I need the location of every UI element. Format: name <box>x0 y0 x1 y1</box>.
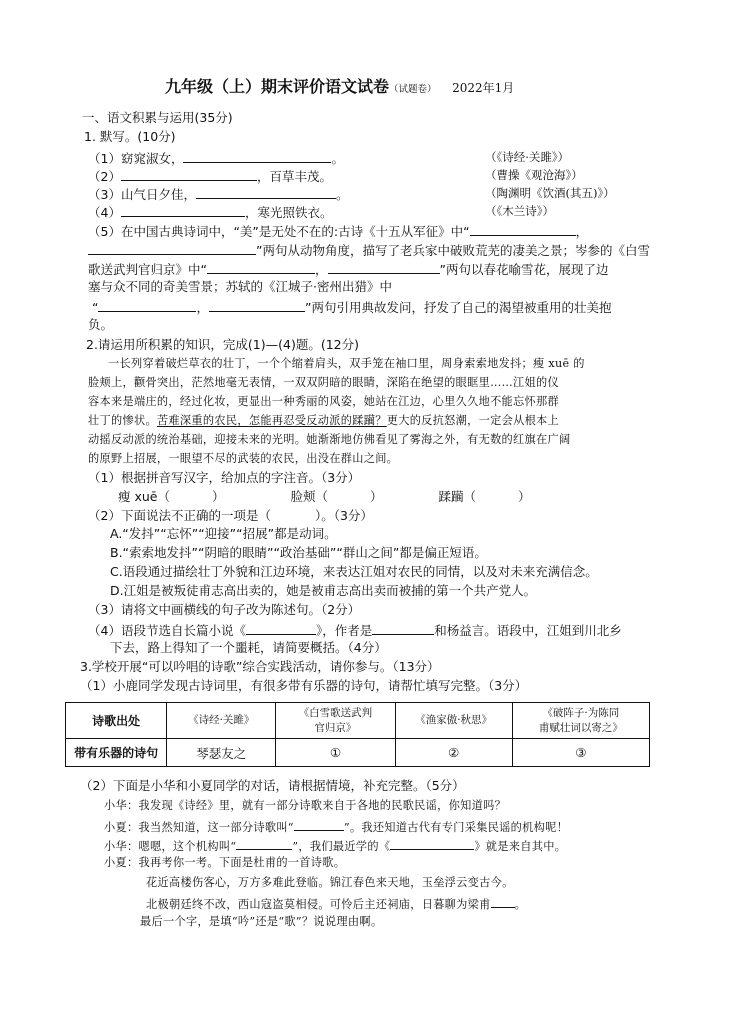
q1-source-4: （《木兰诗》） <box>485 204 554 218</box>
answer-blank[interactable] <box>294 816 344 831</box>
table-row-header: 带有乐器的诗句 <box>66 739 167 767</box>
passage-line-2: 脸颊上，颧骨突出，茫然地毫无表情，一双双阴暗的眼睛，深陷在绝望的眼眶里……江姐的仪 <box>88 376 559 389</box>
answer-blank[interactable] <box>88 240 256 255</box>
table-cell-source: 《白雪歌送武判 官归京》 <box>276 703 395 739</box>
underlined-sentence: 苦难深重的农民 <box>156 414 238 427</box>
answer-blank[interactable] <box>209 297 305 312</box>
passage-line-6: 的原野上招展，一眼望不尽的武装的农民，出没在群山之间。 <box>88 452 399 465</box>
underlined-sentence-2: 怎能再忍受反动派的蹂躏？ <box>248 414 387 427</box>
q1-source-1: （《诗经·关雎》） <box>485 150 570 164</box>
answer-blank[interactable] <box>390 835 474 850</box>
q1-item-5-line-2: ”两句从动物角度，描写了老兵家中破败荒芜的凄美之景；岑参的《白雪 <box>88 240 650 260</box>
q2-option-b: B.“索索地发抖”“阴暗的眼睛”“政治基础”“群山之间”都是偏正短语。 <box>110 545 487 560</box>
answer-blank[interactable] <box>328 259 440 274</box>
answer-blank[interactable] <box>246 620 316 635</box>
q2-sub-2-label: （2）下面说法不正确的一项是（ ）。（3分） <box>88 508 373 523</box>
q2-option-c: C.语段通过描绘壮丁外貌和江边环境，来表达江姐对农民的同情，以及对未来充满信念。 <box>110 564 598 579</box>
q1-item-1: （1）窈窕淑女， 。 <box>88 148 344 168</box>
q2-sub-1-label: （1）根据拼音写汉字，给加点的字注音。（3分） <box>88 470 361 485</box>
poem-line-1: 花近高楼伤客心，万方多难此登临。锦江春色来天地，玉垒浮云变古今。 <box>146 876 514 889</box>
passage-line-3: 容本来是端庄的，经过化妆，更显出一种秀丽的风姿，她站在江边，心里久久地不能忘怀那群 <box>88 395 559 408</box>
answer-blank[interactable] <box>183 148 331 163</box>
q1-item-3: （3）山气日夕佳， 。 <box>88 184 348 204</box>
title-main: 九年级（上）期末评价语文试卷 <box>165 77 390 96</box>
q3-sub-2-label: （2）下面是小华和小夏同学的对话，请根据情境，补充完整。（5分） <box>80 778 465 793</box>
dialogue-line-4: 小夏：我再考你一考。下面是杜甫的一首诗歌。 <box>104 856 346 869</box>
section-heading: 一、语文积累与运用(35分) <box>82 110 233 125</box>
passage-line-1: 一长列穿着破烂草衣的壮丁，一个个缩着肩头，双手笼在袖口里，周身索索地发抖；瘦 xuē 的 <box>108 357 585 370</box>
exam-title <box>165 78 514 99</box>
dialogue-line-1: 小华：我发现《诗经》里，就有一部分诗歌来自于各地的民歌民谣，你知道吗？ <box>104 799 507 812</box>
answer-blank[interactable] <box>372 620 434 635</box>
q2-label: 2.请运用所积累的知识，完成(1)—(4)题。(12分) <box>86 337 359 352</box>
q1-item-4: （4） ，寒光照铁衣。 <box>88 202 332 222</box>
poem-line-2: 北极朝廷终不改，西山寇盗莫相侵。可怜后主还祠庙，日暮聊为梁甫 。 <box>146 893 526 914</box>
q1-label: 1. 默写。(10分) <box>84 129 176 144</box>
q3-label: 3.学校开展“可以吟唱的诗歌”综合实践活动，请你参与。（13分） <box>80 659 440 674</box>
answer-blank[interactable] <box>236 835 292 850</box>
title-sub: （试题卷） <box>389 84 437 95</box>
table-cell-line: 琴瑟友之 <box>167 739 276 767</box>
answer-blank[interactable] <box>491 893 515 908</box>
answer-blank[interactable] <box>196 184 336 199</box>
poem-line-3: 最后一个字，是填“吟”还是“歌”？说说理由啊。 <box>140 915 383 928</box>
q2-sub-4-line-1: （4）语段节选自长篇小说《 》，作者是 和杨益言。语段中，江姐到川北乡 <box>88 620 622 640</box>
q2-sub-3-label: （3）请将文中画横线的句子改为陈述句。（2分） <box>88 602 361 617</box>
title-date: 2022年1月 <box>452 81 515 95</box>
passage-line-5: 动摇反动派的统治基础，迎接未来的光明。她渐渐地仿佛看见了雾海之外，有无数的红旗在广阔 <box>88 433 571 446</box>
q2-option-a: A.“发抖”“忘怀”“迎接”“招展”都是动词。 <box>110 526 337 541</box>
q3-sub-1-label: （1）小鹿同学发现古诗词里，有很多带有乐器的诗句，请帮忙填写完整。（3分） <box>80 678 528 693</box>
q1-item-5-line-6: 负。 <box>88 317 114 332</box>
q2-option-d: D.江姐是被叛徒甫志高出卖的，她是被甫志高出卖而被捕的第一个共产党人。 <box>110 583 537 598</box>
table-row-header: 诗歌出处 <box>66 703 167 739</box>
table-cell-source: 《诗经·关雎》 <box>167 703 276 739</box>
passage-line-4: 壮丁的惨状。苦难深重的农民，怎能再忍受反动派的蹂躏？更大的反抗怒潮，一定会从根本上 <box>88 414 560 427</box>
dialogue-line-2: 小夏：我当然知道，这一部分诗歌叫“ ”。我还知道古代有专门采集民谣的机构呢！ <box>104 816 568 837</box>
dialogue-line-3: 小华：嗯嗯，这个机构叫“ ”，我们最近学的《 》就是来自其中。 <box>104 835 566 856</box>
q1-item-2: （2） ，百草丰茂。 <box>88 166 332 186</box>
table-cell-source: 《渔家傲·秋思》 <box>395 703 512 739</box>
answer-blank[interactable] <box>121 166 257 181</box>
answer-blank[interactable] <box>121 202 245 217</box>
answer-blank[interactable] <box>470 221 576 236</box>
q1-item-5-line-4: 塞与众不同的奇美雪景；苏轼的《江城子·密州出猎》中 <box>88 279 392 294</box>
q1-item-5-line-3: 歌送武判官归京》中“ ， ”两句以春花喻雪花，展现了边 <box>88 259 608 279</box>
table-cell-source: 《破阵子·为陈同 甫赋壮词以寄之》 <box>512 703 649 739</box>
q2-sub-4-line-2: 下去，路上得知了一个噩耗，请简要概括。（4分） <box>110 640 387 655</box>
q1-source-3: （陶渊明《饮酒(其五)》） <box>485 186 615 200</box>
q1-item-5-line-5: “ ， ”两句引用典故发问，抒发了自己的渴望被重用的壮美抱 <box>92 297 611 317</box>
answer-blank[interactable] <box>98 297 196 312</box>
q1-source-2: （曹操《观沧海》） <box>485 168 583 182</box>
table-cell-line[interactable]: ① <box>276 739 395 767</box>
table-cell-line[interactable]: ③ <box>512 739 649 767</box>
answer-blank[interactable] <box>207 259 315 274</box>
q1-item-5-line-1: （5）在中国古典诗词中，“美”是无处不在的:古诗《十五从军征》中“ ， <box>88 221 588 241</box>
q2-sub-1-words: 瘦 xuē（ ） 脸颊（ ） 蹂躏（ ） <box>118 489 531 504</box>
table-cell-line[interactable]: ② <box>395 739 512 767</box>
instrument-poem-table <box>65 702 650 767</box>
